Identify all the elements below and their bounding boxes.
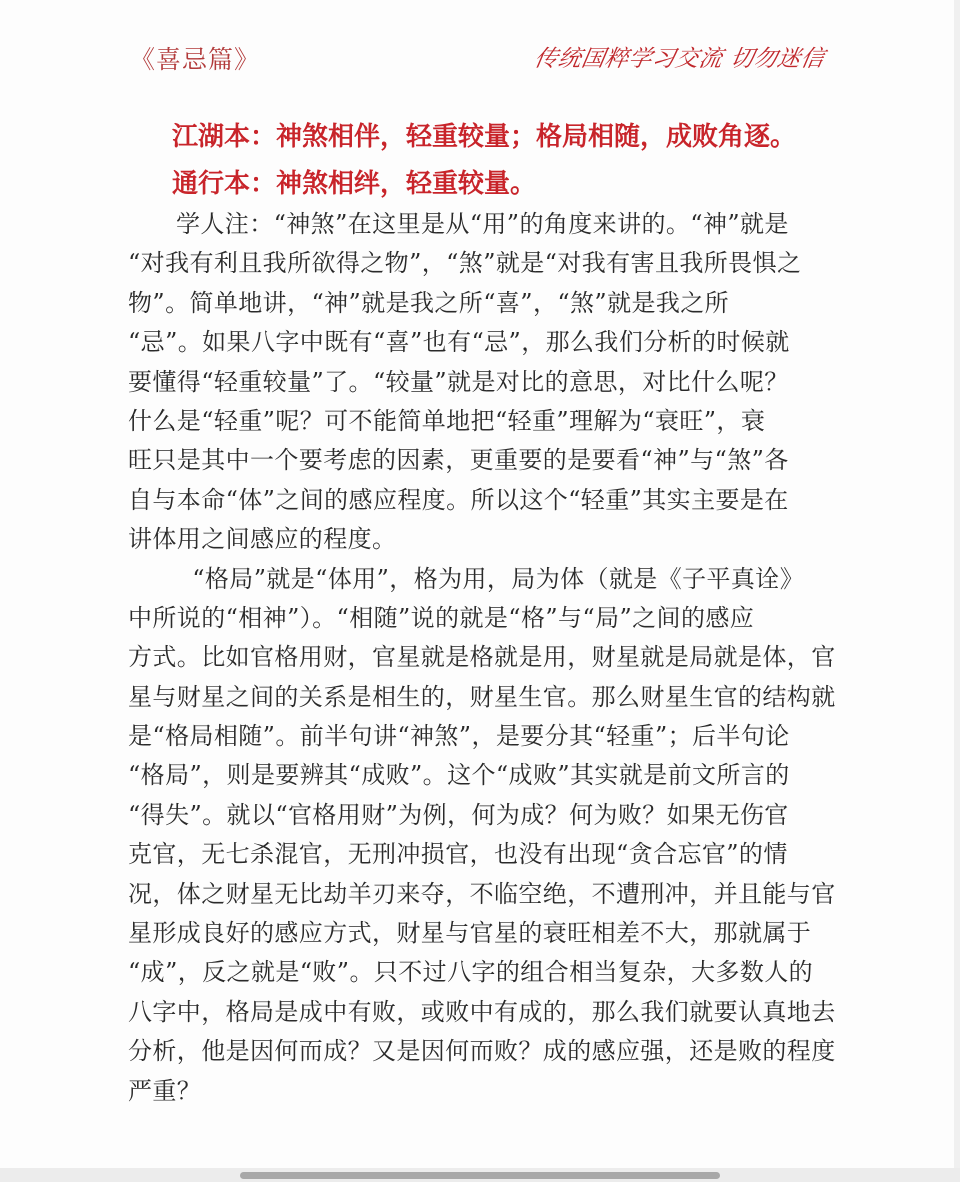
- body-line: 分析，他是因何而成？又是因何而败？成的感应强，还是败的程度: [128, 1037, 836, 1066]
- body-line: 学人注：“神煞”在这里是从“用”的角度来讲的。“神”就是: [176, 210, 789, 238]
- body-line: 况，体之财星无比劫羊刃来夺，不临空绝，不遭刑冲，并且能与官: [128, 879, 836, 908]
- body-line: “格局”，则是要辨其“成败”。这个“成败”其实就是前文所言的: [128, 761, 790, 790]
- body-line: 讲体用之间感应的程度。: [128, 525, 397, 554]
- body-line: “得失”。就以“官格用财”为例，何为成？何为败？如果无伤官: [128, 800, 789, 829]
- calligraphy-watermark: 传统国粹学习交流 切勿迷信: [532, 46, 827, 72]
- body-line: 物”。简单地讲，“神”就是我之所“喜”，“煞”就是我之所: [128, 288, 730, 317]
- commentary-body: [128, 205, 836, 1111]
- horizontal-scrollbar[interactable]: [240, 1172, 720, 1179]
- body-line: “格局”就是“体用”，格为用，局为体（就是《子平真诠》: [128, 564, 805, 593]
- body-line: 什么是“轻重”呢？可不能简单地把“轻重”理解为“衰旺”，衰: [128, 406, 766, 435]
- body-line: 星与财星之间的关系是相生的，财星生官。那么财星生官的结构就: [128, 682, 836, 711]
- body-line: “对我有利且我所欲得之物”，“煞”就是“对我有害且我所畏惧之: [128, 249, 802, 278]
- body-line: “成”，反之就是“败”。只不过八字的组合相当复杂，大多数人的: [128, 958, 814, 987]
- page-edge: [954, 0, 960, 1182]
- body-line: 克官，无七杀混官，无刑冲损官，也没有出现“贪合忘官”的情: [128, 840, 788, 869]
- body-line: 方式。比如官格用财，官星就是格就是用，财星就是局就是体，官: [128, 643, 836, 672]
- body-line: 要懂得“轻重较量”了。“较量”就是对比的意思，对比什么呢？: [128, 367, 789, 396]
- body-line: 星形成良好的感应方式，财星与官星的衰旺相差不大，那就属于: [128, 919, 812, 948]
- body-line: 中所说的“相神”）。“相随”说的就是“格”与“局”之间的感应: [128, 603, 755, 632]
- body-line: 旺只是其中一个要考虑的因素，更重要的是要看“神”与“煞”各: [128, 446, 789, 475]
- body-line: 是“格局相随”。前半句讲“神煞”，是要分其“轻重”；后半句论: [128, 722, 790, 751]
- version-jianghu: 江湖本：神煞相伴，轻重较量；格局相随，成败角逐。: [172, 122, 797, 152]
- version-tongxing: 通行本：神煞相绊，轻重较量。: [172, 169, 537, 199]
- body-line: “忌”。如果八字中既有“喜”也有“忌”，那么我们分析的时候就: [128, 328, 790, 357]
- body-line: 自与本命“体”之间的感应程度。所以这个“轻重”其实主要是在: [128, 485, 789, 514]
- book-title: 《喜忌篇》: [130, 45, 261, 74]
- body-line: 八字中，格局是成中有败，或败中有成的，那么我们就要认真地去: [128, 997, 836, 1026]
- body-line: 严重？: [128, 1076, 202, 1105]
